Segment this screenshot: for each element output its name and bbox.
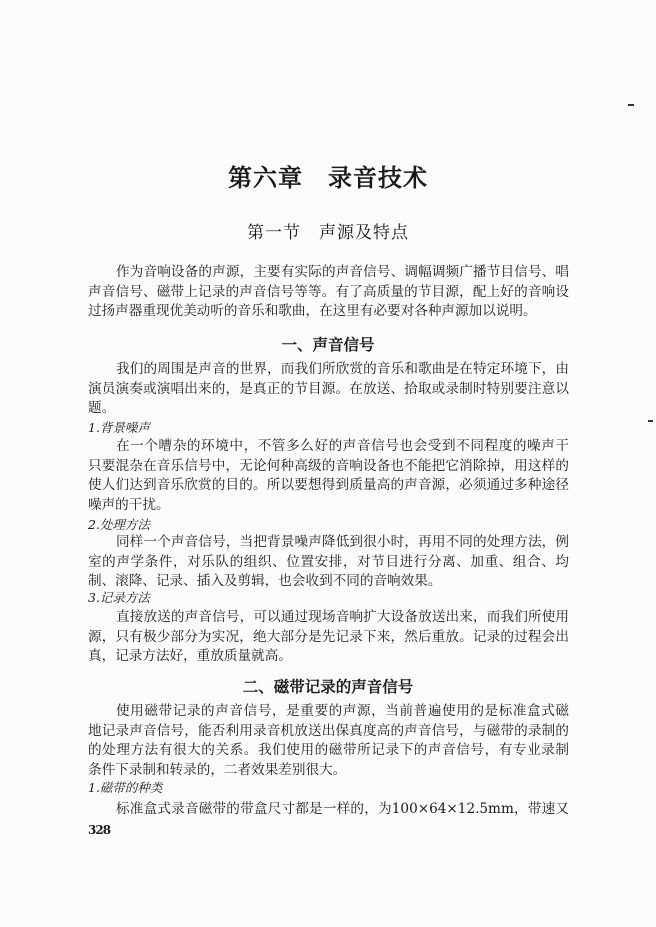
paragraph-line: 题。 xyxy=(88,400,116,417)
subsection-label xyxy=(88,418,569,438)
paragraph-line: 在一个嘈杂的环境中，不管多么好的声音信号也会受到不同程度的噪声干 xyxy=(116,438,569,454)
subsection-label-text: 1.磁带的种类 xyxy=(88,780,163,795)
paragraph-line: 作为音响设备的声源，主要有实际的声音信号、调幅调频广播节目信号、唱 xyxy=(116,264,569,280)
paragraph-line: 的处理方法有很大的关系。我们使用的磁带所记录下的声音信号，有专业录制 xyxy=(88,742,569,759)
chapter-title: 第六章 录音技术 xyxy=(228,163,428,192)
paragraph xyxy=(88,608,569,667)
subsection-label xyxy=(88,588,569,608)
subsection-label xyxy=(88,515,569,535)
paragraph-line: 演员演奏或演唱出来的，是真正的节目源。在放送、拾取或录制时特别要注意以 xyxy=(88,380,569,397)
scan-speck xyxy=(628,104,634,106)
paragraph xyxy=(88,702,569,780)
paragraph-line: 条件下录制和转录的，二者效果差别很大。 xyxy=(88,761,347,778)
paragraph-line: 室的声学条件，对乐队的组织、位置安排，对节目进行分离、加重、组合、均 xyxy=(88,553,569,570)
section-title: 第一节 声源及特点 xyxy=(247,223,409,243)
page-number: 328 xyxy=(88,823,111,837)
paragraph-line: 过扬声器重现优美动听的音乐和歌曲，在这里有必要对各种声源加以说明。 xyxy=(88,303,537,320)
paragraph-line: 直接放送的声音信号，可以通过现场音响扩大设备放送出来，而我们所使用 xyxy=(116,609,569,625)
subsection-label-text: 1.背景噪声 xyxy=(88,420,150,435)
paragraph-line: 声音信号、磁带上记录的声音信号等等。有了高质量的节目源，配上好的音响设 xyxy=(88,283,569,300)
paragraph xyxy=(88,533,569,592)
paragraph-line: 只要混杂在音乐信号中，无论何种高级的音响设备也不能把它消除掉，用这样的 xyxy=(88,457,569,474)
paragraph-line: 噪声的干扰。 xyxy=(88,496,170,513)
paragraph-line: 制、滚降、记录、插入及剪辑，也会收到不同的音响效果。 xyxy=(88,573,442,590)
paragraph xyxy=(88,360,569,419)
section-heading: 二、磁带记录的声音信号 xyxy=(242,678,414,696)
paragraph-line: 使用磁带记录的声音信号，是重要的声源，当前普遍使用的是标准盒式磁 xyxy=(116,703,569,719)
paragraph xyxy=(88,437,569,515)
paragraph-line: 真，记录方法好，重放质量就高。 xyxy=(88,648,292,665)
paragraph-line: 同样一个声音信号，当把背景噪声降低到很小时，再用不同的处理方法，例 xyxy=(116,534,569,550)
subsection-label-text: 2.处理方法 xyxy=(88,517,150,532)
paragraph-line: 源，只有极少部分为实况，绝大部分是先记录下来，然后重放。记录的过程会出 xyxy=(88,628,569,645)
section-heading: 一、声音信号 xyxy=(281,336,375,354)
subsection-label-text: 3.记录方法 xyxy=(88,590,150,605)
paragraph-line: 我们的周围是声音的世界，而我们所欣赏的音乐和歌曲是在特定环境下，由 xyxy=(116,361,569,377)
paragraph-line: 地记录声音信号，能否利用录音机放送出保真度高的声音信号，与磁带的录制的 xyxy=(88,722,569,739)
paragraph-line: 使人们达到音乐欣赏的目的。所以要想得到质量高的声音源，必须通过多种途径 xyxy=(88,477,569,494)
subsection-label xyxy=(88,778,569,798)
scan-speck xyxy=(648,420,653,422)
paragraph xyxy=(88,800,569,820)
paragraph-line: 标准盒式录音磁带的带盒尺寸都是一样的，为100×64×12.5mm，带速又 xyxy=(116,801,569,817)
paragraph xyxy=(88,263,569,322)
